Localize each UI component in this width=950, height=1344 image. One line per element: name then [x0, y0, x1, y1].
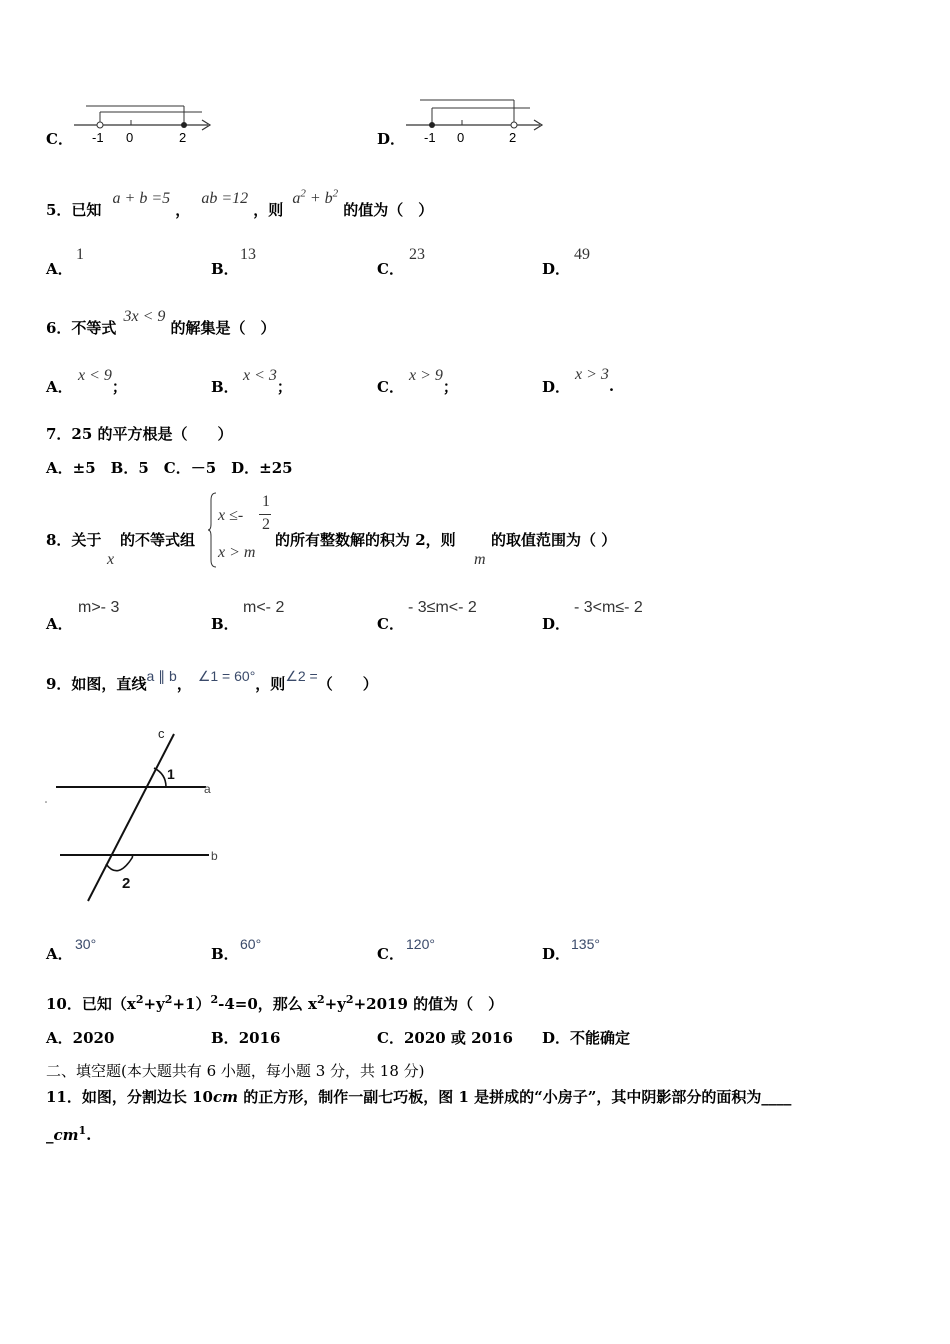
q8-option-a-label: A．	[46, 615, 73, 633]
q9-label-angle1: 1	[167, 766, 175, 782]
q5-option-c-label: C．	[377, 260, 404, 278]
q10-option-a: A．2020	[46, 1029, 115, 1047]
q4-c-tick-2: 2	[179, 130, 187, 145]
q11-answer-blank-line[interactable]: $\_cm^1$.	[46, 1124, 92, 1144]
q9-label-angle2: 2	[122, 875, 131, 892]
q6-question-stem: 6．不等式 3x < 9 的解集是（ ）	[46, 308, 276, 337]
q6-option-d-value: x > 3.	[575, 366, 615, 395]
q8-option-d-label: D．	[542, 615, 571, 633]
q6-option-b-label: B．	[211, 378, 239, 396]
q6-option-b-value: x < 3；	[243, 367, 292, 396]
q7-question-stem: 7．25 的平方根是（ ）	[46, 425, 233, 443]
section2-heading: 二、填空题(本大题共有 6 小题，每小题 3 分，共 18 分)	[46, 1062, 425, 1080]
q8-stem-prefix: 8．关于	[46, 531, 102, 549]
q8-option-c-value: - 3≤m<- 2	[408, 599, 477, 616]
q9-option-c-label: C．	[377, 945, 404, 963]
q8-var-m: m	[474, 551, 486, 568]
q5-option-d-label: D．	[542, 260, 571, 278]
q8-stem-end: 的取值范围为（ ）	[491, 531, 617, 549]
q4-d-tick-2: 2	[509, 130, 517, 145]
q5-option-b-value: 13	[240, 246, 256, 263]
q7-options: A．±5 B．5 C．－5 D．±25	[46, 459, 293, 477]
q4-c-tick-0: 0	[126, 130, 134, 145]
q9-option-d-value: 135°	[571, 936, 600, 952]
q4-option-d-label: D．	[377, 130, 406, 148]
q8-var-x: x	[107, 551, 115, 568]
q4-d-tick-0: 0	[457, 130, 465, 145]
q11-question-stem: 11．如图，分割边长 10cm 的正方形，制作一副七巧板，图 1 是拼成的“小房子”，其中阴影部分的面积为____	[46, 1088, 792, 1106]
q8-left-brace	[208, 492, 218, 568]
q5-option-a-label: A．	[46, 260, 73, 278]
q8-fraction-bar	[259, 514, 271, 515]
q10-option-b: B．2016	[211, 1029, 281, 1047]
q5-math-expression: $a^2 + b^2$	[292, 187, 339, 207]
q6-option-a-label: A．	[46, 378, 73, 396]
q4-d-tick-neg1: -1	[424, 130, 436, 145]
q5-option-a-value: 1	[76, 246, 84, 263]
q8-stem-middle: 的不等式组	[120, 531, 196, 549]
q9-option-b-label: B．	[211, 945, 239, 963]
q9-label-c: c	[158, 726, 165, 741]
q8-option-c-label: C．	[377, 615, 404, 633]
q5-option-b-label: B．	[211, 260, 239, 278]
q9-option-d-label: D．	[542, 945, 571, 963]
q9-label-a: a	[204, 782, 211, 796]
q5-math-sum: a + b =5	[112, 190, 171, 207]
q9-parallel-lines-figure	[44, 724, 234, 908]
q4-c-tick-neg1: -1	[92, 130, 104, 145]
q4-option-c-label: C．	[46, 130, 73, 148]
q6-option-a-value: x < 9；	[78, 367, 127, 396]
q8-inequality-system	[208, 492, 272, 568]
q8-option-a-value: m>- 3	[78, 599, 120, 616]
q9-option-c-value: 120°	[406, 936, 435, 952]
q8-option-b-label: B．	[211, 615, 239, 633]
q6-option-c-value: x > 9；	[409, 367, 458, 396]
q9-option-a-label: A．	[46, 945, 73, 963]
q5-question-stem: 5．已知 a + b =5 ， ab =12 ，则 $a^2 + b^2$ 的值为（ ）	[46, 187, 434, 219]
q5-option-c-value: 23	[409, 246, 425, 263]
q9-label-b: b	[211, 849, 218, 863]
q9-math-parallel: a ∥ b	[146, 668, 177, 684]
q8-stem-suffix: 的所有整数解的积为 2，则	[275, 531, 456, 549]
q4-option-c-number-line	[70, 100, 220, 148]
q10-question-stem: 10．已知$(x^2+y^2+1)^2-4=0$，那么 $x^2+y^2+2019$ 的值为（ ）	[46, 993, 504, 1013]
q9-option-a-value: 30°	[75, 936, 97, 952]
q4-option-d-number-line	[402, 96, 552, 148]
q6-option-d-label: D．	[542, 378, 571, 396]
q8-option-b-value: m<- 2	[243, 599, 285, 616]
q8-fraction-denominator: 2	[262, 516, 270, 533]
q9-math-angle1: ∠1 = 60°	[197, 668, 256, 684]
q8-system-line2: x > m	[218, 544, 256, 561]
q5-math-product: ab =12	[201, 190, 249, 207]
q8-option-d-value: - 3<m≤- 2	[574, 599, 643, 616]
q9-question-stem: 9．如图，直线a ∥ b， ∠1 = 60°，则∠2 =（ ）	[46, 668, 378, 693]
q6-math-inequality: 3x < 9	[123, 308, 166, 325]
q9-math-angle2: ∠2 =	[285, 668, 318, 684]
q8-system-line1-lhs: x ≤-	[218, 507, 244, 524]
q8-fraction-numerator: 1	[262, 493, 270, 510]
q10-option-d: D．不能确定	[542, 1029, 631, 1047]
q9-option-b-value: 60°	[240, 936, 262, 952]
q10-option-c: C．2020 或 2016	[377, 1029, 513, 1047]
q6-option-c-label: C．	[377, 378, 404, 396]
q5-option-d-value: 49	[574, 246, 590, 263]
